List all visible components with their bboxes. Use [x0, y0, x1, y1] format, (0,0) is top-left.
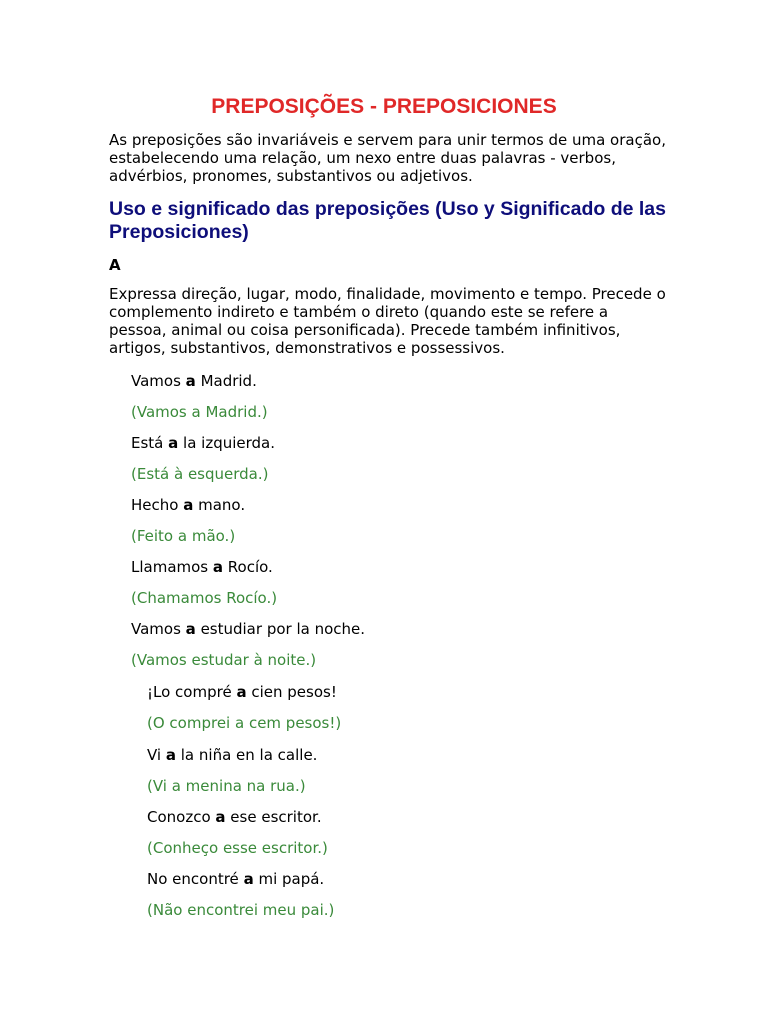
example-text: ese escritor. [225, 808, 322, 826]
example-translation: (Conheço esse escritor.) [147, 839, 328, 857]
example-spanish [147, 683, 337, 701]
example-text: Llamamos [131, 558, 213, 576]
example-text: No encontré [147, 870, 244, 888]
preposition-description: Expressa direção, lugar, modo, finalidade, movimento e tempo. Precede o complemento indireto e também o direto (quando este se refere a pessoa, animal ou coisa personificada). Precede também infinitivos, artigos, substantivos, demonstrativos e possessivos. [109, 285, 666, 357]
preposition-letter: A [109, 256, 121, 274]
example-text: ¡Lo compré [147, 683, 237, 701]
example-spanish [147, 870, 324, 888]
preposition-highlight: a [183, 496, 194, 514]
example-text: Rocío. [223, 558, 273, 576]
preposition-highlight: a [168, 434, 179, 452]
example-translation: (O comprei a cem pesos!) [147, 714, 342, 732]
example-spanish [131, 434, 275, 452]
example-text: mi papá. [253, 870, 325, 888]
example-spanish [131, 558, 273, 576]
preposition-highlight: a [185, 620, 196, 638]
page-title: PREPOSIÇÕES - PREPOSICIONES [211, 95, 557, 118]
example-spanish [131, 620, 365, 638]
example-text: Madrid. [195, 372, 257, 390]
example-text: la niña en la calle. [176, 746, 318, 764]
preposition-highlight: a [236, 683, 247, 701]
example-text: estudiar por la noche. [195, 620, 366, 638]
example-spanish [147, 746, 317, 764]
example-text: Conozco [147, 808, 216, 826]
example-text: Vamos [131, 620, 186, 638]
example-translation: (Não encontrei meu pai.) [147, 901, 335, 919]
example-text: Vi [147, 746, 166, 764]
preposition-highlight: a [212, 558, 224, 576]
example-translation: (Está à esquerda.) [131, 465, 269, 483]
example-translation: (Vi a menina na rua.) [147, 777, 306, 795]
example-translation: (Vamos estudar à noite.) [131, 651, 317, 669]
example-text: cien pesos! [246, 683, 337, 701]
intro-paragraph: As preposições são invariáveis e servem para unir termos de uma oração, estabelecendo uma relação, um nexo entre duas palavras - verbos, advérbios, pronomes, substantivos ou adjetivos. [109, 131, 666, 185]
example-spanish [131, 496, 245, 514]
example-translation: (Vamos a Madrid.) [131, 403, 268, 421]
example-spanish [131, 372, 257, 390]
preposition-highlight: a [165, 746, 176, 764]
example-translation: (Chamamos Rocío.) [131, 589, 278, 607]
preposition-highlight: a [243, 870, 254, 888]
example-translation: (Feito a mão.) [131, 527, 236, 545]
preposition-highlight: a [215, 808, 226, 826]
example-text: Está [131, 434, 169, 452]
example-text: mano. [193, 496, 246, 514]
preposition-highlight: a [185, 372, 196, 390]
example-text: la izquierda. [178, 434, 276, 452]
example-text: Vamos [131, 372, 186, 390]
example-text: Hecho [131, 496, 184, 514]
example-spanish [147, 808, 322, 826]
section-heading: Uso e significado das preposições (Uso y Significado de las Preposiciones) [109, 198, 666, 243]
